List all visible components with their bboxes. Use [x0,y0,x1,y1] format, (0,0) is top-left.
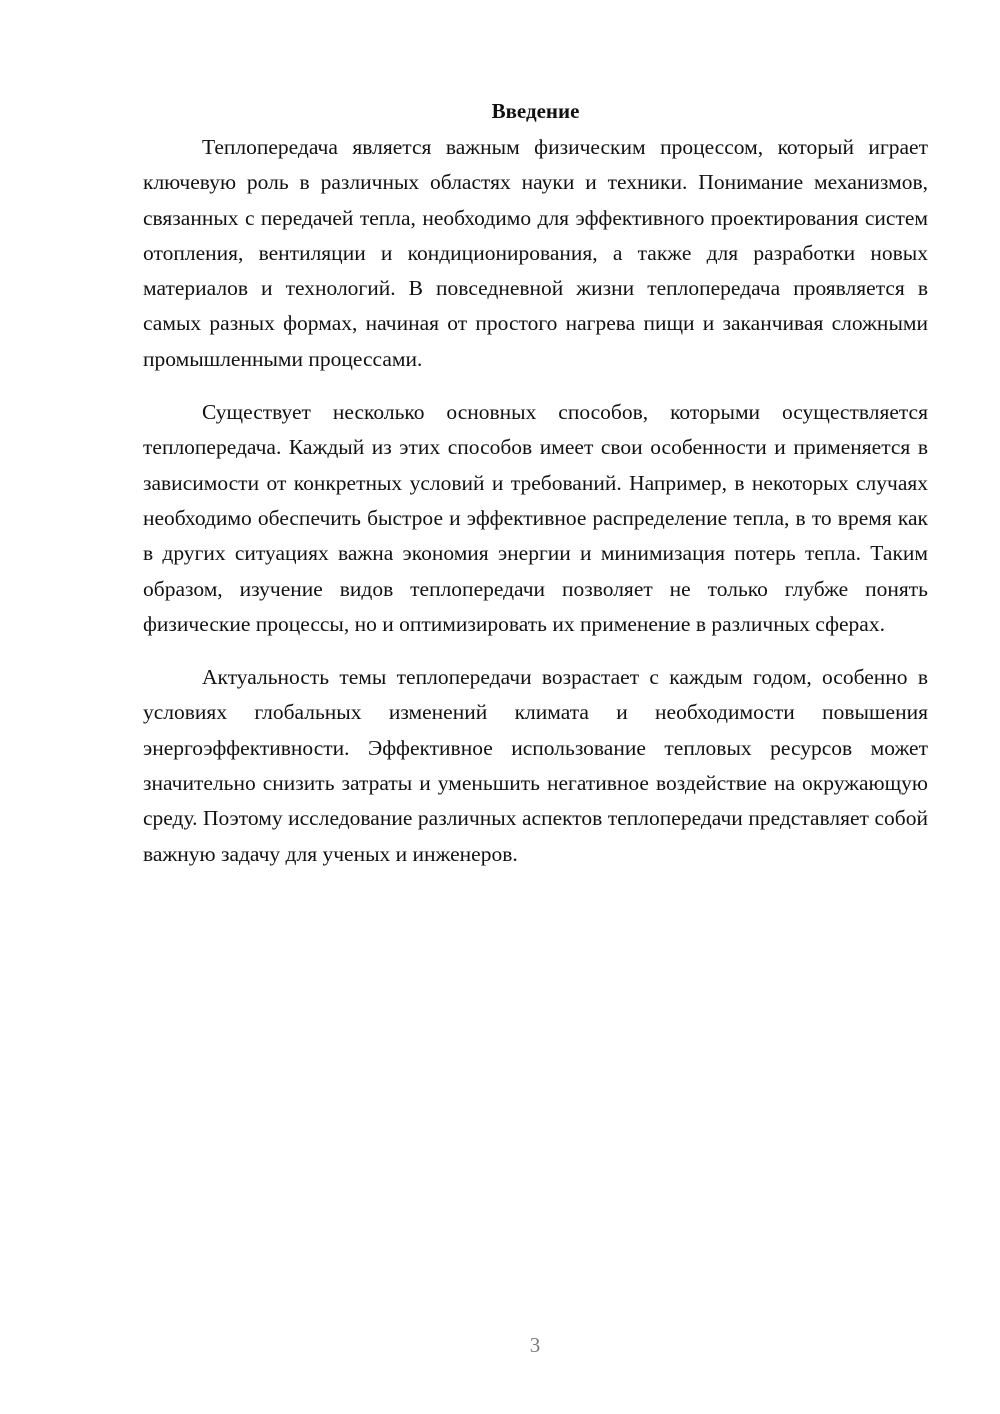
section-title: Введение [491,99,580,123]
page-content [143,94,928,890]
paragraph-2: Существует несколько основных способов, которыми осуществляется теплопередача. Каждый из этих способов имеет свои особенности и применяется в зависимости от конкретных условий и требований. Например, в некоторых случаях необходимо обеспечить быстрое и эффективное распределение тепла, в то время как в других ситуациях важна экономия энергии и минимизация потерь тепла. Таким образом, изучение видов теплопередачи позволяет не только глубже понять физические процессы, но и оптимизировать их применение в различных сферах. [143,400,928,636]
page-number: 3 [529,1333,541,1357]
paragraph-3: Актуальность темы теплопередачи возрастает с каждым годом, особенно в условиях глобальных изменений климата и необходимости повышения энергоэффективности. Эффективное использование тепловых ресурсов может значительно снизить затраты и уменьшить негативное воздействие на окружающую среду. Поэтому исследование различных аспектов теплопередачи представляет собой важную задачу для ученых и инженеров. [143,665,928,866]
paragraph-1: Теплопередача является важным физическим процессом, который играет ключевую роль в различных областях науки и техники. Понимание механизмов, связанных с передачей тепла, необходимо для эффективного проектирования систем отопления, вентиляции и кондиционирования, а также для разработки новых материалов и технологий. В повседневной жизни теплопередача проявляется в самых разных формах, начиная от простого нагрева пищи и заканчивая сложными промышленными процессами. [143,135,928,371]
